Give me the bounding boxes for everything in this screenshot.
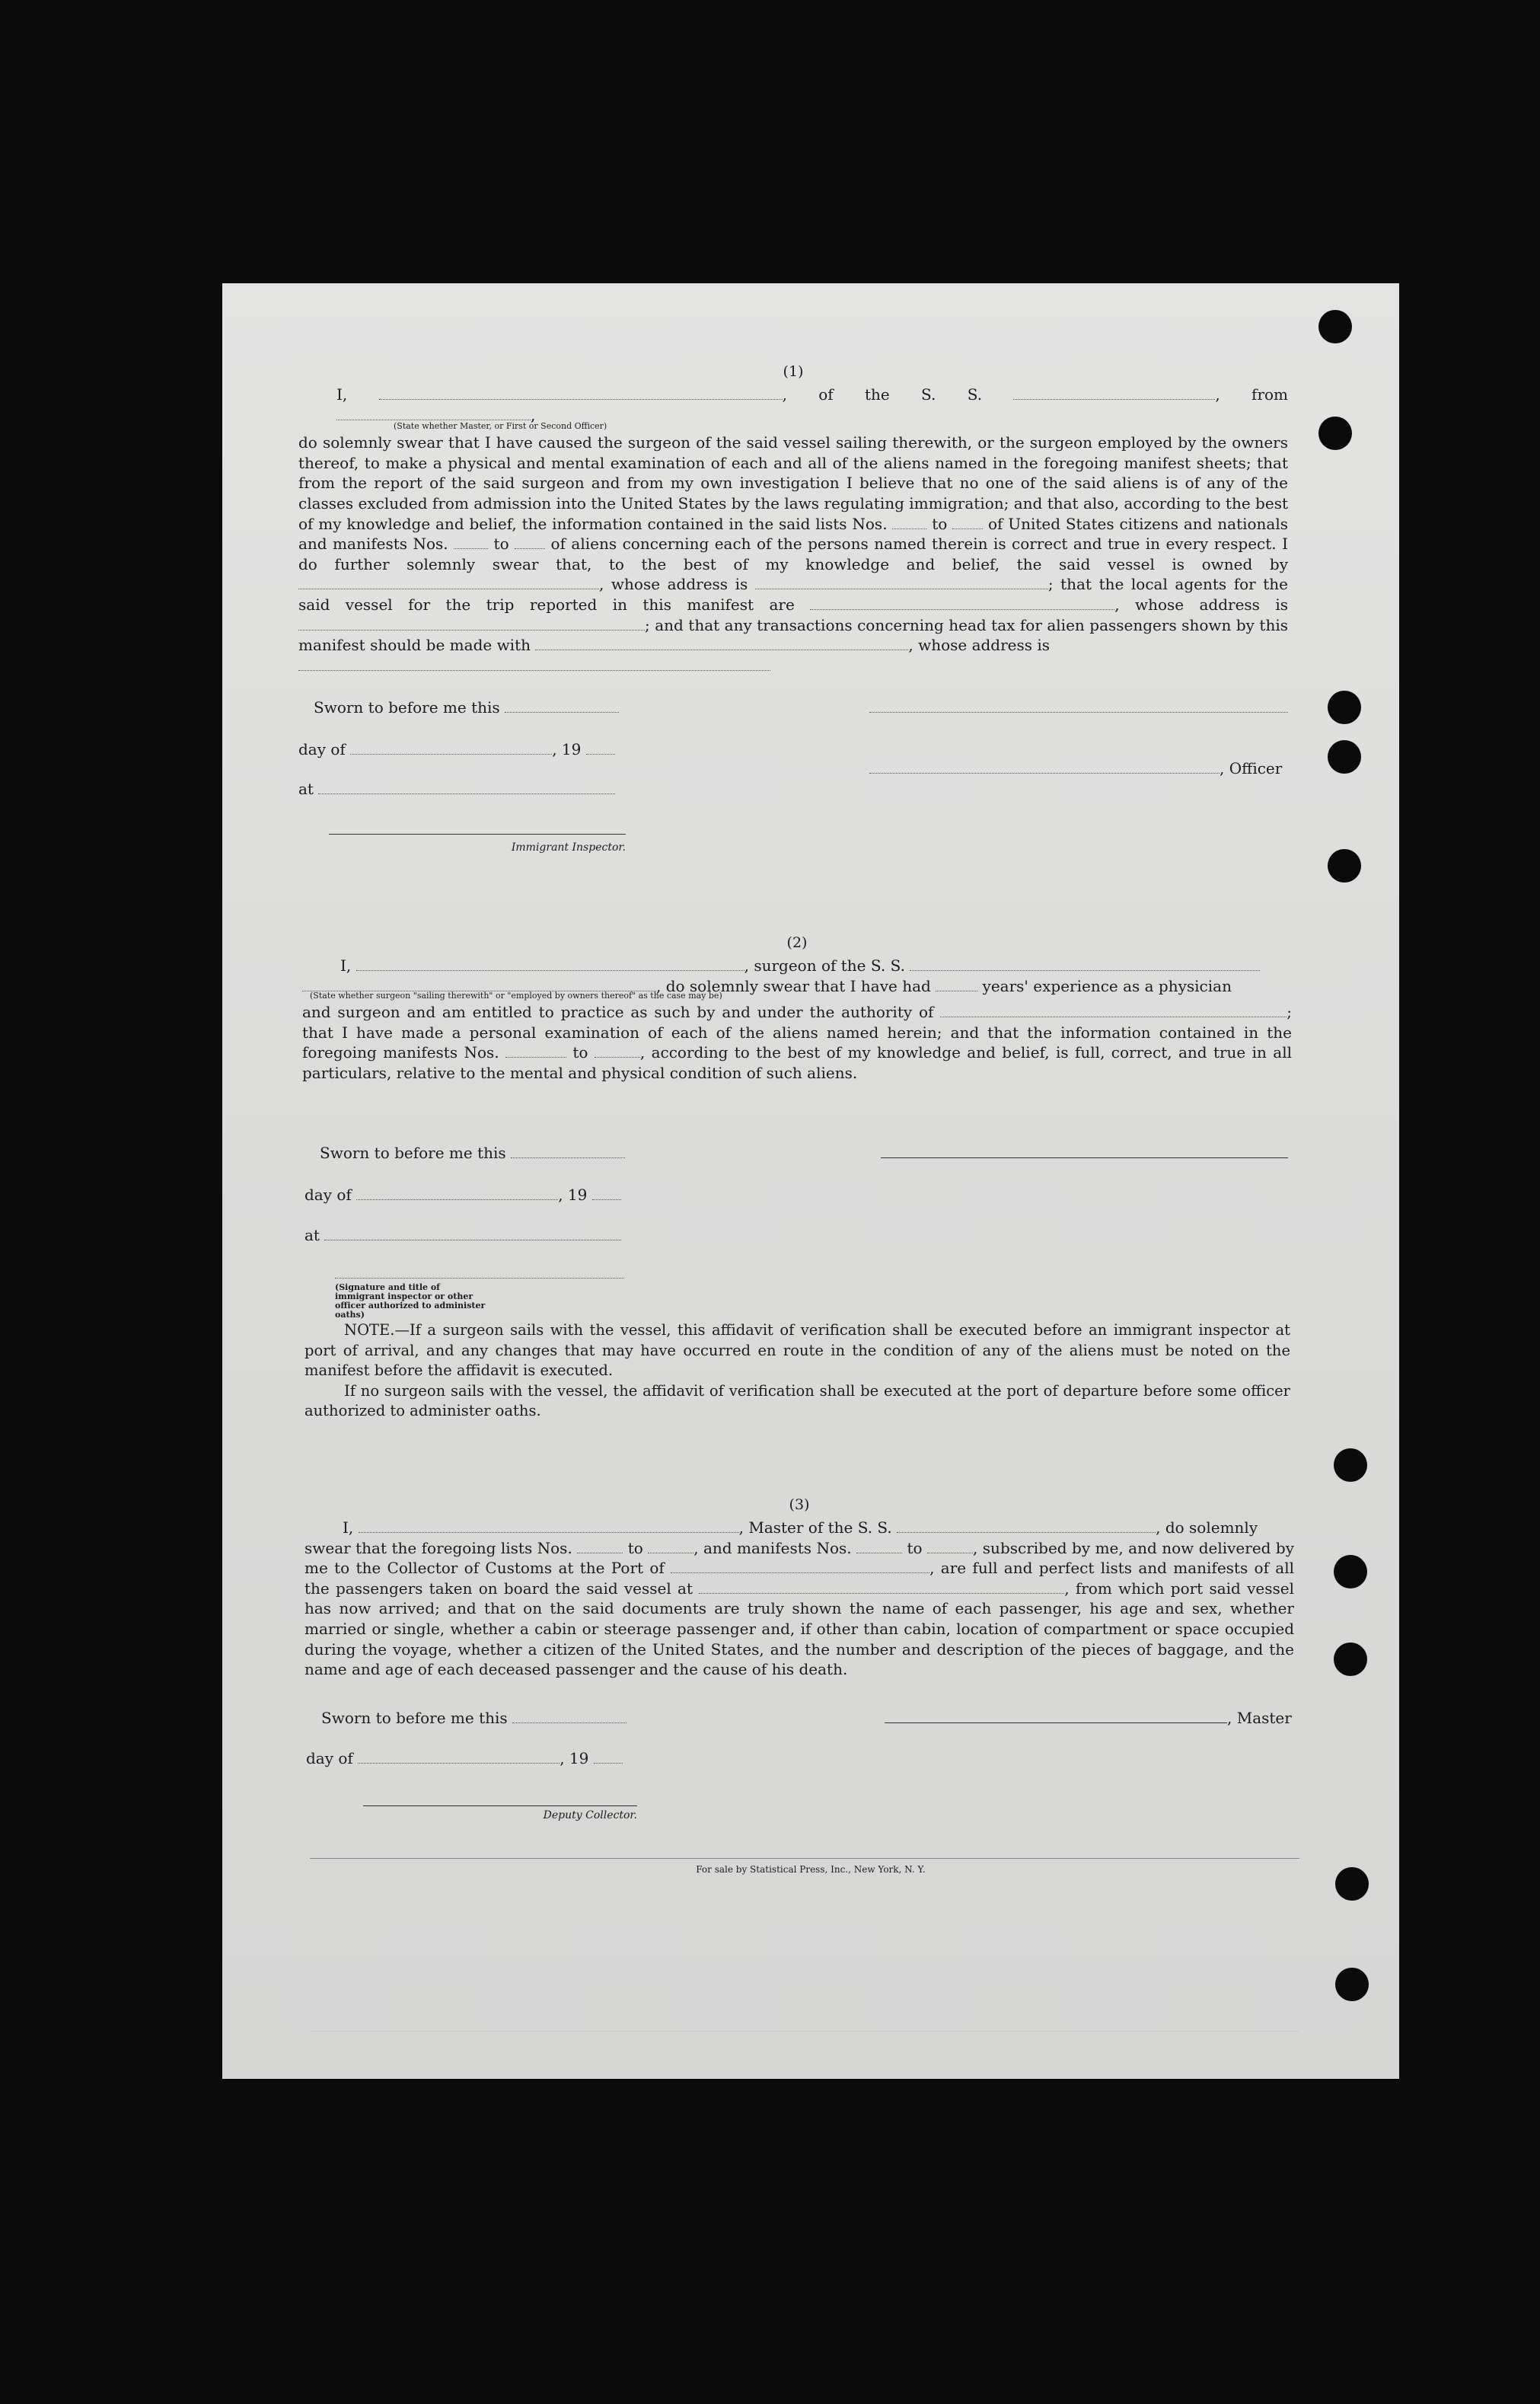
punch-hole <box>1328 849 1361 883</box>
section-3-body: swear that the foregoing lists Nos. to , and manifests Nos. to , subscribed by me, and now delivered by me to the Collector of Customs at the Port of , are full and perfect lists and manifests of all the passengers taken on board the said vessel at , from which port said vessel has now arrived; and that on the said documents are truly shown the name of each passenger, his age and sex, whether married or single, whether a cabin or steerage passenger and, if other than cabin, location of compartment or space occupied during the voyage, whether a citizen of the United States, and the number and description of the pieces of baggage, and the name and age of each deceased passenger and the cause of his death. <box>304 1538 1294 1679</box>
officer-signature-line-1[interactable] <box>869 700 1288 713</box>
affidavit-section-3 <box>304 1496 1294 1680</box>
year-field-3[interactable] <box>594 1751 623 1764</box>
ship-name-field[interactable] <box>1013 387 1215 400</box>
manifest-affidavit-page <box>222 283 1399 2079</box>
punch-hole <box>1318 310 1352 343</box>
section-1-body: do solemnly swear that I have caused the surgeon of the said vessel sailing therewith, or the surgeon employed by the owners thereof, to make a physical and mental examination of each and all of the aliens named in the foregoing manifest sheets; that from the report of the said surgeon and from my own investigation I believe that no one of the said aliens is of any of the classes excluded from admission into the United States by the laws regulating immigration; and that also, according to the best of my knowledge and belief, the information contained in the said lists Nos. to of United States citizens and nationals and manifests Nos. to of aliens concerning each of the persons named therein is correct and true in every respect. I do further solemnly swear that, to the best of my knowledge and belief, the said vessel is owned by , whose address is ; that the local agents for the said vessel for the trip reported in this manifest are , whose address is ; and that any transactions concerning head tax for alien passengers shown by this manifest should be made with , whose address is <box>298 433 1288 675</box>
at-field-2[interactable] <box>324 1228 621 1240</box>
year-field-2[interactable] <box>592 1187 621 1200</box>
section-2-day: day of , 19 <box>304 1186 621 1204</box>
section-1-day: day of , 19 <box>298 740 615 758</box>
officer-name-field[interactable] <box>379 387 783 400</box>
agents-field[interactable] <box>810 597 1114 610</box>
section-3-sworn: Sworn to before me this <box>321 1709 627 1727</box>
printer-footer: For sale by Statistical Press, Inc., New York, N. Y. <box>696 1864 926 1875</box>
surgeon-state-note: (State whether surgeon "sailing therewith" or "employed by owners thereof" as the case may be) <box>310 991 722 1001</box>
port-field-3[interactable] <box>671 1560 929 1573</box>
section-2-inspector: (Signature and title of immigrant inspector or other officer authorized to administer oaths) <box>335 1266 632 1320</box>
ship-name-field-3[interactable] <box>897 1520 1156 1533</box>
surgeon-status-field[interactable] <box>302 979 656 991</box>
master-signature-line[interactable] <box>885 1712 1227 1723</box>
punch-hole <box>1335 1968 1369 2001</box>
head-tax-contact-field[interactable] <box>535 637 908 650</box>
list-from-field-3[interactable] <box>577 1540 623 1553</box>
manifest-from-field-3[interactable] <box>856 1540 902 1553</box>
state-note: (State whether Master, or First or Second Officer) <box>394 421 607 432</box>
owner-field[interactable] <box>298 576 599 589</box>
section-1-sworn: Sworn to before me this <box>314 698 619 717</box>
collector-signature-line[interactable] <box>363 1795 637 1806</box>
list-from-field[interactable] <box>892 516 926 529</box>
section-2-swear-line: , do solemnly swear that I have had years' experience as a physician <box>302 976 1292 997</box>
section-1-inspector: Immigrant Inspector. <box>329 820 626 854</box>
inspector-signature-line-2[interactable] <box>335 1266 624 1279</box>
affidavit-section-2 <box>302 934 1292 1084</box>
section-2-surgeon-sig <box>881 1144 1288 1162</box>
section-1-officer: , Officer <box>869 759 1282 777</box>
owner-address-field[interactable] <box>755 576 1048 589</box>
agents-address-field[interactable] <box>298 618 645 631</box>
punch-hole <box>1334 1448 1367 1482</box>
punch-hole <box>1328 740 1361 774</box>
ship-name-field-2[interactable] <box>910 958 1260 971</box>
section-3-collector: Deputy Collector. <box>363 1795 637 1821</box>
section-2-header-line: I, , surgeon of the S. S. <box>302 956 1292 976</box>
bottom-rule <box>310 2031 1299 2032</box>
punch-hole <box>1318 417 1352 450</box>
section-1-header-line: I, , of the S. S. , from , <box>336 385 1289 424</box>
surgeon-signature-line[interactable] <box>881 1147 1288 1158</box>
manifest-to-field[interactable] <box>515 536 545 549</box>
years-field[interactable] <box>936 979 977 991</box>
section-2-at: at <box>304 1226 621 1244</box>
section-2-sworn: Sworn to before me this <box>320 1144 625 1162</box>
section-3-header-line: I, , Master of the S. S. , do solemnly <box>343 1518 1258 1537</box>
section-3-master-sig: , Master <box>885 1709 1292 1727</box>
year-field[interactable] <box>586 742 615 755</box>
section-3-day: day of , 19 <box>306 1749 623 1767</box>
section-1-at: at <box>298 780 615 798</box>
master-name-field[interactable] <box>359 1520 739 1533</box>
list-to-field-3[interactable] <box>648 1540 693 1553</box>
note-block <box>304 1320 1290 1422</box>
inspector-signature-line[interactable] <box>329 823 626 835</box>
authority-field[interactable] <box>940 1004 1287 1017</box>
section-number: (2) <box>786 934 808 951</box>
sworn-date-field[interactable] <box>505 700 619 713</box>
port-from-field[interactable] <box>336 407 531 420</box>
day-field-2[interactable] <box>356 1187 558 1200</box>
manifest-from-field[interactable] <box>454 536 488 549</box>
manifest-to-field-3[interactable] <box>927 1540 973 1553</box>
at-field[interactable] <box>318 781 615 794</box>
punch-hole <box>1334 1555 1367 1588</box>
punch-hole <box>1334 1643 1367 1676</box>
punch-hole <box>1328 691 1361 724</box>
section-2-body: and surgeon and am entitled to practice as such by and under the authority of ; that I have made a personal examination of each of the aliens named herein; and that the information contained in the foregoing manifests Nos. to , according to the best of my knowledge and belief, is full, correct, and true in all particulars, relative to the mental and physical condition of such aliens. <box>302 1003 1292 1082</box>
footer-rule <box>310 1858 1299 1859</box>
manifest-to-field-2[interactable] <box>595 1045 640 1058</box>
section-number: (1) <box>783 363 804 380</box>
day-field-3[interactable] <box>358 1751 560 1764</box>
note-paragraph-2: If no surgeon sails with the vessel, the affidavit of verification shall be executed at the port of departure before some officer authorized to administer oaths. <box>304 1381 1290 1419</box>
sworn-date-field-3[interactable] <box>512 1710 627 1723</box>
affidavit-section-1 <box>298 363 1288 675</box>
list-to-field[interactable] <box>952 516 983 529</box>
sworn-date-field-2[interactable] <box>511 1145 625 1158</box>
section-number: (3) <box>789 1496 810 1513</box>
manifest-from-field-2[interactable] <box>505 1045 566 1058</box>
section-1-officer-sig <box>869 698 1288 717</box>
surgeon-name-field[interactable] <box>356 958 744 971</box>
day-field[interactable] <box>350 742 552 755</box>
boarding-port-field[interactable] <box>699 1581 1064 1594</box>
note-paragraph-1: NOTE.—If a surgeon sails with the vessel, this affidavit of verification shall be executed before an immigrant inspector at port of arrival, and any changes that may have occurred en route in the condition of any of the aliens must be noted on the manifest before the affidavit is executed. <box>304 1321 1290 1379</box>
officer-signature-line-2[interactable] <box>869 761 1220 774</box>
head-tax-address-field[interactable] <box>298 658 770 671</box>
